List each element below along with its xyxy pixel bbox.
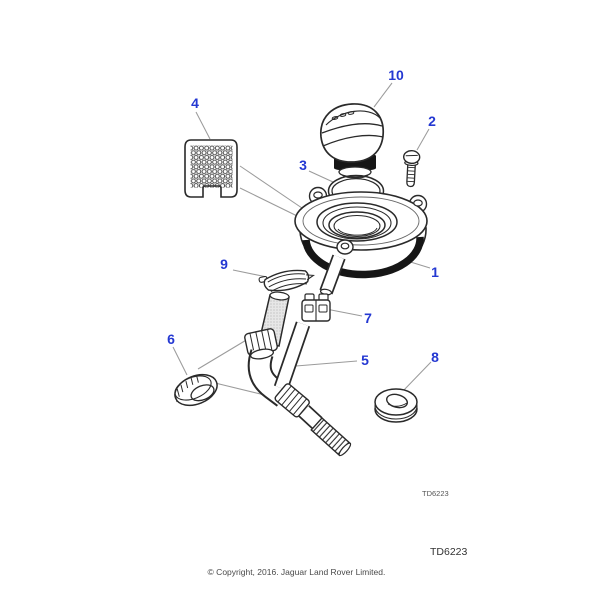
- callout-9[interactable]: 9: [220, 256, 228, 272]
- callout-4[interactable]: 4: [191, 95, 199, 111]
- callout-7[interactable]: 7: [364, 310, 372, 326]
- callout-8[interactable]: 8: [431, 349, 439, 365]
- callout-10[interactable]: 10: [388, 67, 404, 83]
- copyright-text: © Copyright, 2016. Jaguar Land Rover Limited.: [207, 567, 386, 577]
- callout-1[interactable]: 1: [431, 264, 439, 280]
- diagram-code-inline: TD6223: [422, 489, 449, 498]
- callout-5[interactable]: 5: [361, 352, 369, 368]
- callout-6[interactable]: 6: [167, 331, 175, 347]
- callout-2[interactable]: 2: [428, 113, 436, 129]
- diagram-code-footer: TD6223: [430, 546, 468, 558]
- callout-3[interactable]: 3: [299, 157, 307, 173]
